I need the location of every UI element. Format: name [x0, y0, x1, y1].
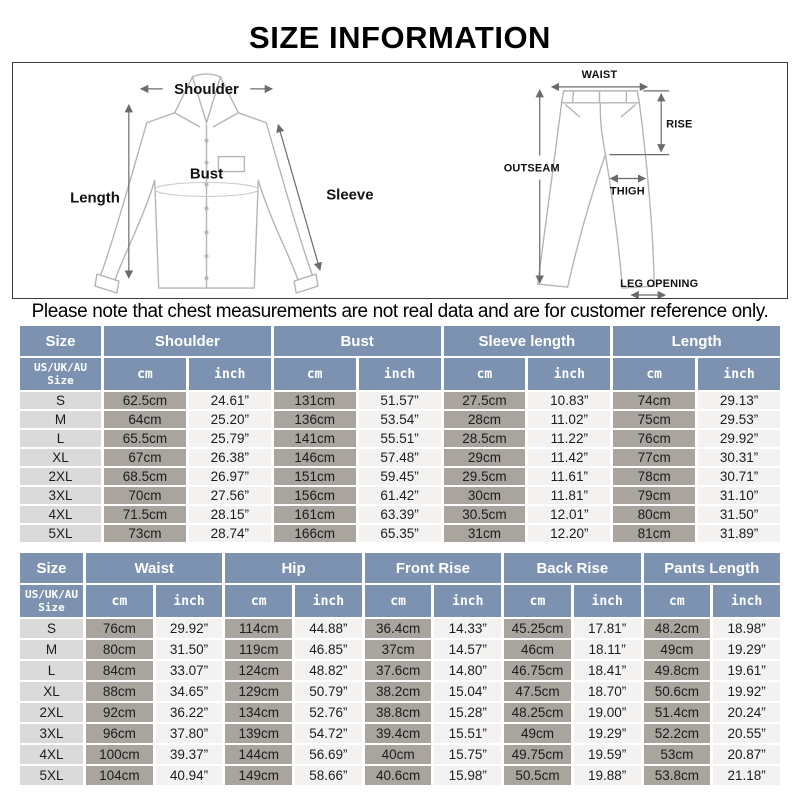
cm-value-cell: 77cm — [613, 449, 695, 466]
unit-header-cell: inch — [359, 358, 441, 390]
inch-value-cell: 14.80” — [434, 661, 501, 680]
cm-value-cell: 29.5cm — [444, 468, 526, 485]
table-body — [20, 619, 780, 785]
inch-value-cell: 31.50” — [156, 640, 223, 659]
cm-value-cell: 29cm — [444, 449, 526, 466]
size-row — [20, 525, 780, 542]
inch-value-cell: 19.59” — [574, 745, 641, 764]
cm-value-cell: 49cm — [644, 640, 711, 659]
bust-label: Bust — [189, 165, 224, 183]
group-header-cell: Back Rise — [504, 553, 640, 583]
size-cell: 5XL — [20, 766, 83, 785]
inch-value-cell: 19.00” — [574, 703, 641, 722]
inch-value-cell: 27.56” — [189, 487, 271, 504]
cm-value-cell: 88cm — [86, 682, 153, 701]
inch-value-cell: 44.88” — [295, 619, 362, 638]
cm-value-cell: 53.8cm — [644, 766, 711, 785]
inch-value-cell: 14.33” — [434, 619, 501, 638]
unit-header-row — [20, 358, 780, 390]
cm-value-cell: 52.2cm — [644, 724, 711, 743]
cm-value-cell: 65.5cm — [104, 430, 186, 447]
cm-value-cell: 134cm — [225, 703, 292, 722]
thigh-label: THIGH — [609, 185, 645, 198]
inch-value-cell: 19.29” — [574, 724, 641, 743]
shirt-size-table — [17, 324, 783, 544]
cm-value-cell: 50.6cm — [644, 682, 711, 701]
size-row — [20, 392, 780, 409]
inch-value-cell: 20.55” — [713, 724, 780, 743]
cm-value-cell: 96cm — [86, 724, 153, 743]
inch-value-cell: 53.54” — [359, 411, 441, 428]
inch-value-cell: 12.01” — [528, 506, 610, 523]
cm-value-cell: 45.25cm — [504, 619, 571, 638]
unit-header-row — [20, 585, 780, 617]
cm-value-cell: 78cm — [613, 468, 695, 485]
group-header-cell: Bust — [274, 326, 441, 356]
cm-value-cell: 40.6cm — [365, 766, 432, 785]
cm-value-cell: 51.4cm — [644, 703, 711, 722]
cm-value-cell: 49.75cm — [504, 745, 571, 764]
cm-value-cell: 47.5cm — [504, 682, 571, 701]
waist-label: WAIST — [581, 68, 618, 81]
size-row — [20, 724, 780, 743]
size-row — [20, 487, 780, 504]
inch-value-cell: 20.24” — [713, 703, 780, 722]
size-cell: XL — [20, 682, 83, 701]
unit-header-cell: cm — [613, 358, 695, 390]
inch-value-cell: 11.02” — [528, 411, 610, 428]
inch-value-cell: 19.92” — [713, 682, 780, 701]
inch-value-cell: 26.97” — [189, 468, 271, 485]
size-cell: M — [20, 640, 83, 659]
inch-value-cell: 30.31” — [698, 449, 780, 466]
inch-value-cell: 31.50” — [698, 506, 780, 523]
inch-value-cell: 28.74” — [189, 525, 271, 542]
cm-value-cell: 30cm — [444, 487, 526, 504]
size-row — [20, 430, 780, 447]
inch-value-cell: 34.65” — [156, 682, 223, 701]
inch-value-cell: 55.51” — [359, 430, 441, 447]
cm-value-cell: 76cm — [86, 619, 153, 638]
inch-value-cell: 65.35” — [359, 525, 441, 542]
inch-value-cell: 54.72” — [295, 724, 362, 743]
group-header-cell: Front Rise — [365, 553, 501, 583]
cm-value-cell: 40cm — [365, 745, 432, 764]
size-header-cell: Size — [20, 326, 101, 356]
length-label: Length — [70, 189, 120, 207]
inch-value-cell: 10.83” — [528, 392, 610, 409]
outseam-label: OUTSEAM — [503, 162, 560, 175]
unit-header-cell: cm — [274, 358, 356, 390]
cm-value-cell: 104cm — [86, 766, 153, 785]
cm-value-cell: 114cm — [225, 619, 292, 638]
cm-value-cell: 74cm — [613, 392, 695, 409]
inch-value-cell: 15.51” — [434, 724, 501, 743]
group-header-row — [20, 326, 780, 356]
size-cell: S — [20, 619, 83, 638]
group-header-cell: Sleeve length — [444, 326, 611, 356]
inch-value-cell: 17.81” — [574, 619, 641, 638]
inch-value-cell: 28.15” — [189, 506, 271, 523]
cm-value-cell: 27.5cm — [444, 392, 526, 409]
inch-value-cell: 59.45” — [359, 468, 441, 485]
inch-value-cell: 19.29” — [713, 640, 780, 659]
inch-value-cell: 51.57” — [359, 392, 441, 409]
inch-value-cell: 18.98” — [713, 619, 780, 638]
size-row — [20, 506, 780, 523]
inch-value-cell: 19.88” — [574, 766, 641, 785]
inch-value-cell: 24.61” — [189, 392, 271, 409]
inch-value-cell: 46.85” — [295, 640, 362, 659]
cm-value-cell: 80cm — [613, 506, 695, 523]
cm-value-cell: 71.5cm — [104, 506, 186, 523]
unit-header-cell: inch — [574, 585, 641, 617]
unit-header-cell: cm — [86, 585, 153, 617]
cm-value-cell: 62.5cm — [104, 392, 186, 409]
size-row — [20, 640, 780, 659]
shirt-measurement-diagram — [13, 63, 400, 298]
size-row — [20, 703, 780, 722]
size-cell: 4XL — [20, 506, 101, 523]
cm-value-cell: 49cm — [504, 724, 571, 743]
cm-value-cell: 53cm — [644, 745, 711, 764]
inch-value-cell: 50.79” — [295, 682, 362, 701]
cm-value-cell: 129cm — [225, 682, 292, 701]
size-row — [20, 745, 780, 764]
inch-value-cell: 26.38” — [189, 449, 271, 466]
unit-header-cell: inch — [295, 585, 362, 617]
table-body — [20, 392, 780, 542]
unit-header-cell: inch — [528, 358, 610, 390]
inch-value-cell: 25.79” — [189, 430, 271, 447]
size-row — [20, 449, 780, 466]
cm-value-cell: 46.75cm — [504, 661, 571, 680]
cm-value-cell: 36.4cm — [365, 619, 432, 638]
cm-value-cell: 67cm — [104, 449, 186, 466]
table-header — [20, 326, 780, 390]
size-row — [20, 682, 780, 701]
size-subheader-cell: US/UK/AU Size — [20, 358, 101, 390]
unit-header-cell: cm — [504, 585, 571, 617]
inch-value-cell: 15.04” — [434, 682, 501, 701]
inch-value-cell: 14.57” — [434, 640, 501, 659]
inch-value-cell: 63.39” — [359, 506, 441, 523]
cm-value-cell: 151cm — [274, 468, 356, 485]
cm-value-cell: 139cm — [225, 724, 292, 743]
size-subheader-cell: US/UK/AU Size — [20, 585, 83, 617]
inch-value-cell: 48.82” — [295, 661, 362, 680]
size-cell: L — [20, 430, 101, 447]
unit-header-cell: inch — [698, 358, 780, 390]
size-cell: 3XL — [20, 487, 101, 504]
unit-header-cell: cm — [365, 585, 432, 617]
cm-value-cell: 38.2cm — [365, 682, 432, 701]
inch-value-cell: 11.42” — [528, 449, 610, 466]
size-row — [20, 411, 780, 428]
inch-value-cell: 18.41” — [574, 661, 641, 680]
cm-value-cell: 37cm — [365, 640, 432, 659]
unit-header-cell: inch — [156, 585, 223, 617]
cm-value-cell: 136cm — [274, 411, 356, 428]
inch-value-cell: 58.66” — [295, 766, 362, 785]
size-row — [20, 468, 780, 485]
unit-header-cell: inch — [434, 585, 501, 617]
cm-value-cell: 141cm — [274, 430, 356, 447]
inch-value-cell: 18.70” — [574, 682, 641, 701]
size-cell: L — [20, 661, 83, 680]
measurement-diagram-box — [12, 62, 788, 299]
size-cell: XL — [20, 449, 101, 466]
group-header-row — [20, 553, 780, 583]
size-row — [20, 619, 780, 638]
cm-value-cell: 48.25cm — [504, 703, 571, 722]
size-cell: 5XL — [20, 525, 101, 542]
inch-value-cell: 52.76” — [295, 703, 362, 722]
inch-value-cell: 18.11” — [574, 640, 641, 659]
unit-header-cell: cm — [104, 358, 186, 390]
inch-value-cell: 61.42” — [359, 487, 441, 504]
cm-value-cell: 28cm — [444, 411, 526, 428]
inch-value-cell: 40.94” — [156, 766, 223, 785]
unit-header-cell: cm — [225, 585, 292, 617]
unit-header-cell: cm — [444, 358, 526, 390]
table-header — [20, 553, 780, 617]
inch-value-cell: 57.48” — [359, 449, 441, 466]
cm-value-cell: 64cm — [104, 411, 186, 428]
cm-value-cell: 79cm — [613, 487, 695, 504]
inch-value-cell: 33.07” — [156, 661, 223, 680]
cm-value-cell: 28.5cm — [444, 430, 526, 447]
cm-value-cell: 46cm — [504, 640, 571, 659]
cm-value-cell: 100cm — [86, 745, 153, 764]
leg-opening-label: LEG OPENING — [620, 278, 699, 291]
group-header-cell: Length — [613, 326, 780, 356]
size-row — [20, 661, 780, 680]
inch-value-cell: 20.87” — [713, 745, 780, 764]
cm-value-cell: 39.4cm — [365, 724, 432, 743]
cm-value-cell: 48.2cm — [644, 619, 711, 638]
cm-value-cell: 68.5cm — [104, 468, 186, 485]
inch-value-cell: 36.22” — [156, 703, 223, 722]
cm-value-cell: 149cm — [225, 766, 292, 785]
size-cell: 3XL — [20, 724, 83, 743]
cm-value-cell: 119cm — [225, 640, 292, 659]
cm-value-cell: 50.5cm — [504, 766, 571, 785]
unit-header-cell: cm — [644, 585, 711, 617]
cm-value-cell: 81cm — [613, 525, 695, 542]
size-header-cell: Size — [20, 553, 83, 583]
reference-note: Please note that chest measurements are not real data and are for customer reference only. — [31, 301, 769, 322]
cm-value-cell: 75cm — [613, 411, 695, 428]
rise-label: RISE — [666, 118, 693, 131]
inch-value-cell: 12.20” — [528, 525, 610, 542]
sleeve-label: Sleeve — [326, 186, 374, 204]
cm-value-cell: 146cm — [274, 449, 356, 466]
inch-value-cell: 29.92” — [156, 619, 223, 638]
cm-value-cell: 30.5cm — [444, 506, 526, 523]
inch-value-cell: 15.75” — [434, 745, 501, 764]
cm-value-cell: 144cm — [225, 745, 292, 764]
inch-value-cell: 29.13” — [698, 392, 780, 409]
inch-value-cell: 39.37” — [156, 745, 223, 764]
inch-value-cell: 21.18” — [713, 766, 780, 785]
shoulder-label: Shoulder — [174, 80, 239, 98]
cm-value-cell: 37.6cm — [365, 661, 432, 680]
inch-value-cell: 19.61” — [713, 661, 780, 680]
cm-value-cell: 166cm — [274, 525, 356, 542]
inch-value-cell: 31.10” — [698, 487, 780, 504]
size-cell: 2XL — [20, 468, 101, 485]
inch-value-cell: 56.69” — [295, 745, 362, 764]
unit-header-cell: inch — [713, 585, 780, 617]
cm-value-cell: 131cm — [274, 392, 356, 409]
size-cell: 2XL — [20, 703, 83, 722]
inch-value-cell: 30.71” — [698, 468, 780, 485]
cm-value-cell: 49.8cm — [644, 661, 711, 680]
group-header-cell: Hip — [225, 553, 361, 583]
cm-value-cell: 70cm — [104, 487, 186, 504]
inch-value-cell: 29.92” — [698, 430, 780, 447]
cm-value-cell: 156cm — [274, 487, 356, 504]
pants-measurement-diagram — [400, 63, 787, 298]
size-cell: S — [20, 392, 101, 409]
inch-value-cell: 31.89” — [698, 525, 780, 542]
group-header-cell: Waist — [86, 553, 222, 583]
cm-value-cell: 124cm — [225, 661, 292, 680]
pants-size-table — [17, 551, 783, 787]
size-cell: M — [20, 411, 101, 428]
inch-value-cell: 37.80” — [156, 724, 223, 743]
page-title: SIZE INFORMATION — [249, 20, 551, 55]
inch-value-cell: 29.53” — [698, 411, 780, 428]
unit-header-cell: inch — [189, 358, 271, 390]
size-row — [20, 766, 780, 785]
group-header-cell: Shoulder — [104, 326, 271, 356]
inch-value-cell: 11.61” — [528, 468, 610, 485]
cm-value-cell: 73cm — [104, 525, 186, 542]
cm-value-cell: 161cm — [274, 506, 356, 523]
inch-value-cell: 11.81” — [528, 487, 610, 504]
cm-value-cell: 76cm — [613, 430, 695, 447]
inch-value-cell: 11.22” — [528, 430, 610, 447]
cm-value-cell: 80cm — [86, 640, 153, 659]
cm-value-cell: 92cm — [86, 703, 153, 722]
inch-value-cell: 15.98” — [434, 766, 501, 785]
cm-value-cell: 38.8cm — [365, 703, 432, 722]
inch-value-cell: 25.20” — [189, 411, 271, 428]
group-header-cell: Pants Length — [644, 553, 781, 583]
cm-value-cell: 84cm — [86, 661, 153, 680]
size-cell: 4XL — [20, 745, 83, 764]
cm-value-cell: 31cm — [444, 525, 526, 542]
inch-value-cell: 15.28” — [434, 703, 501, 722]
